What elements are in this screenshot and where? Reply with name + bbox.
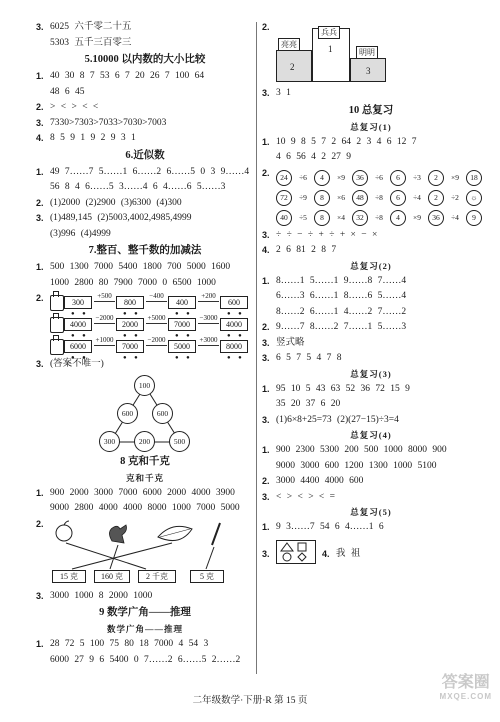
chain-value: 36 [352, 170, 368, 186]
chain-value: 24 [276, 170, 292, 186]
train-car: 2000 ● ● [116, 318, 144, 331]
answer-line: 2. [36, 293, 44, 303]
chain-operation: ×9 [451, 173, 459, 182]
chain-value: 40 [276, 210, 292, 226]
leaf-icon [158, 526, 192, 540]
chain-operation: ÷6 [375, 173, 383, 182]
train-operation: −2000 [145, 336, 168, 344]
answer-line: 6000 27 9 6 5400 0 7……2 6……5 2……2 [50, 654, 241, 665]
answer-line: 3. 竖式略 [262, 337, 305, 348]
answer-line: 4. 8 5 9 1 9 2 9 3 1 [36, 133, 136, 143]
shape-grid [276, 540, 316, 564]
section-heading: 10 总复习 [348, 104, 394, 116]
podium-rank: 3 [366, 66, 371, 76]
answer-line: 3. (1)6×8+25=73 (2)(27−15)÷3=4 [262, 414, 399, 425]
subsection-heading: 总复习(5) [350, 507, 392, 517]
train-car: 800 ● ● [116, 296, 144, 309]
answer-line: 3. 4. 我 祖 [262, 540, 480, 568]
train-operation: +3000 [197, 336, 220, 344]
subsection-heading: 总复习(3) [350, 368, 392, 379]
train-operation: −2000 [93, 314, 116, 322]
chain-operation: ×6 [337, 193, 345, 202]
answer-line: 2. [262, 22, 270, 32]
train-operation: +200 [197, 292, 220, 300]
answer-line: 2. [262, 167, 270, 178]
chain-value: 9 [466, 210, 482, 226]
chain-operation: ÷8 [375, 213, 383, 222]
answer-line: 3. < > < > < = [262, 491, 336, 502]
train-operation: +5000 [145, 314, 168, 322]
train-car: 4000 ● ● [220, 318, 248, 331]
answer-line: 6……3 6……1 8……6 5……4 [276, 291, 407, 301]
answer-line: 4 6 56 4 2 27 9 [276, 152, 351, 162]
pencil-icon [212, 523, 220, 545]
answer-line: 1. 500 1300 7000 5400 1800 700 5000 1600 [36, 262, 231, 272]
answer-line: 1. 9 3……7 54 6 4……1 6 [262, 522, 384, 532]
watermark-logo: 答案圈 MXQE.COM [439, 674, 492, 701]
answer-line: 1. 95 10 5 43 63 52 36 72 15 9 [262, 383, 410, 394]
answer-line: 4. 2 6 81 2 8 7 [262, 245, 337, 255]
chain-value: 72 [276, 190, 292, 206]
podium-figure [276, 28, 480, 86]
podium-left-label: 亮亮 [278, 38, 300, 51]
subsection-heading: 数学广角——推理 [106, 624, 183, 634]
train-operation: +500 [93, 292, 116, 300]
chain-value: 6 [390, 170, 406, 186]
shapes-icon [279, 541, 313, 563]
train-car: 400 ● ● [168, 296, 196, 309]
podium-rank: 2 [290, 62, 295, 72]
chain-operation: ×4 [337, 213, 345, 222]
chain-operation: ×9 [413, 213, 421, 222]
answer-line: 35 20 37 6 20 [276, 399, 341, 409]
chain-value: 48 [352, 190, 368, 206]
answer-line: 2. (1)2000 (2)2900 (3)6300 (4)300 [36, 197, 182, 208]
answer-line: 3. 3000 1000 8 2000 1000 [36, 590, 153, 601]
train-operation: −3000 [197, 314, 220, 322]
train-car: 7000 ● ● [168, 318, 196, 331]
chain-value: 2 [428, 190, 444, 206]
answer-line: 1. 49 7……7 5……1 6……2 6……5 0 3 9……4 [36, 166, 250, 177]
train-car: 6000 ● ● [64, 340, 92, 353]
train-engine-icon [50, 317, 64, 333]
answer-line: 3. 3 1 [262, 88, 291, 98]
operation-chain [276, 168, 480, 188]
train-car: 600 ● ● [220, 296, 248, 309]
column-divider [256, 22, 257, 674]
train-engine-icon [50, 339, 64, 355]
triangle-circle: 100 [134, 375, 155, 396]
train-car: 300 ● ● [64, 296, 92, 309]
chain-value: 32 [352, 210, 368, 226]
train-diagram [50, 293, 254, 357]
answer-line: 3. (1)489,145 (2)5003,4002,4985,4999 [36, 213, 192, 223]
podium-right-label: 明明 [356, 46, 378, 59]
answer-line: 3. ÷ ÷ − ÷ + ÷ + × − × [262, 229, 378, 240]
section-heading: 7.整百、整千数的加减法 [88, 245, 202, 256]
weight-box: 15 克 [52, 570, 86, 583]
chain-value: 36 [428, 210, 444, 226]
subsection-heading: 克和千克 [125, 472, 164, 483]
section-heading: 6.近似数 [125, 149, 165, 161]
section-heading: 8 克和千克 [120, 455, 170, 467]
chain-operation: ÷5 [299, 213, 307, 222]
answer-line: 2. 9……7 8……2 7……1 5……3 [262, 322, 407, 332]
answer-line: 48 6 45 [50, 86, 85, 97]
weight-box: 160 克 [94, 570, 130, 583]
section-heading: 9 数学广角——推理 [99, 607, 191, 618]
chain-value: 4 [314, 170, 330, 186]
train-car: 8000 ● ● [220, 340, 248, 353]
train-row [50, 315, 249, 334]
operation-chain [276, 208, 480, 228]
page-footer: 二年级数学·下册·R 第 15 页 [192, 696, 308, 706]
answer-line: 1000 2800 80 7900 7000 0 6500 1000 [50, 277, 216, 288]
chain-value: 8 [314, 190, 330, 206]
answer-line: 9000 3000 600 1200 1300 1000 5100 [276, 460, 437, 471]
answer-line: 3. (答案不唯一) [36, 359, 104, 369]
answer-line: 1. 40 30 8 7 53 6 7 20 26 7 100 64 [36, 71, 205, 81]
train-operation: −400 [145, 292, 168, 300]
triangle-circle: 300 [99, 431, 120, 452]
answer-line: 1. 28 72 5 100 75 80 18 7000 4 54 3 [36, 639, 209, 649]
left-column [36, 20, 254, 668]
section-heading: 5.10000 以内数的大小比较 [84, 54, 206, 65]
apple-icon [56, 525, 72, 541]
answer-line: 1. 900 2300 5300 200 500 1000 8000 900 [262, 445, 447, 455]
triangle-circle: 500 [169, 431, 190, 452]
chain-value: 2 [428, 170, 444, 186]
right-column [262, 20, 480, 568]
answer-line: 2. 3000 4400 4000 600 [262, 476, 364, 486]
chain-value: 18 [466, 170, 482, 186]
chain-operation: ÷6 [299, 173, 307, 182]
answer-line: 5303 五千三百零三 [50, 37, 132, 48]
train-car: 5000 ● ● [168, 340, 196, 353]
sun-icon: ☼ [466, 190, 482, 206]
chain-operation: ÷9 [299, 193, 307, 202]
chain-operation: ÷3 [413, 173, 421, 182]
chain-operation: ÷8 [375, 193, 383, 202]
triangle-circle: 200 [134, 431, 155, 452]
number-triangle [90, 375, 200, 453]
answer-line: 3. 6025 六千零二十五 [36, 22, 132, 32]
chain-value: 8 [314, 210, 330, 226]
subsection-heading: 总复习(4) [350, 430, 392, 440]
chain-value: 4 [390, 210, 406, 226]
answer-line: 3. 6 5 7 5 4 7 8 [262, 353, 342, 363]
weight-box: 5 克 [190, 570, 224, 583]
answer-line: 9000 2800 4000 4000 8000 1000 7000 5000 [50, 503, 240, 513]
answer-line: 1. 900 2000 3000 7000 6000 2000 4000 3900 [36, 487, 235, 498]
answer-line: 56 8 4 6……5 3……4 6 4……6 5……3 [50, 182, 226, 192]
chain-operation: ÷2 [451, 193, 459, 202]
subsection-heading: 总复习(1) [350, 121, 392, 132]
chain-operation: ÷4 [451, 213, 459, 222]
operation-chain [276, 188, 480, 208]
train-row [50, 293, 249, 312]
train-car: 4000 ● ● [64, 318, 92, 331]
podium-rank: 1 [328, 44, 333, 54]
chain-operation: ×9 [337, 173, 345, 182]
podium-top-label: 兵兵 [318, 26, 340, 39]
train-operation: +1000 [93, 336, 116, 344]
answer-line: 2. [36, 518, 44, 529]
answer-line: 2. > < > < < [36, 102, 99, 112]
answer-line: 8……2 6……1 4……2 7……2 [276, 306, 407, 317]
answer-line: 1. 10 9 8 5 7 2 64 2 3 4 6 12 7 [262, 136, 417, 147]
subsection-heading: 总复习(2) [350, 260, 392, 271]
chain-value: 6 [390, 190, 406, 206]
answer-line: (3)996 (4)4999 [50, 228, 111, 239]
answer-line: 1. 8……1 5……1 9……8 7……4 [262, 275, 407, 286]
answer-line: 3. 7330>7303>7033>7030>7003 [36, 117, 167, 128]
triangle-circle: 600 [117, 403, 138, 424]
weight-box: 2 千克 [138, 570, 176, 583]
train-car: 7000 ● ● [116, 340, 144, 353]
triangle-circle: 600 [152, 403, 173, 424]
train-engine-icon [50, 295, 64, 311]
rooster-icon [109, 525, 126, 543]
train-row [50, 337, 249, 356]
chain-operation: ÷4 [413, 193, 421, 202]
weight-matching [50, 519, 254, 589]
